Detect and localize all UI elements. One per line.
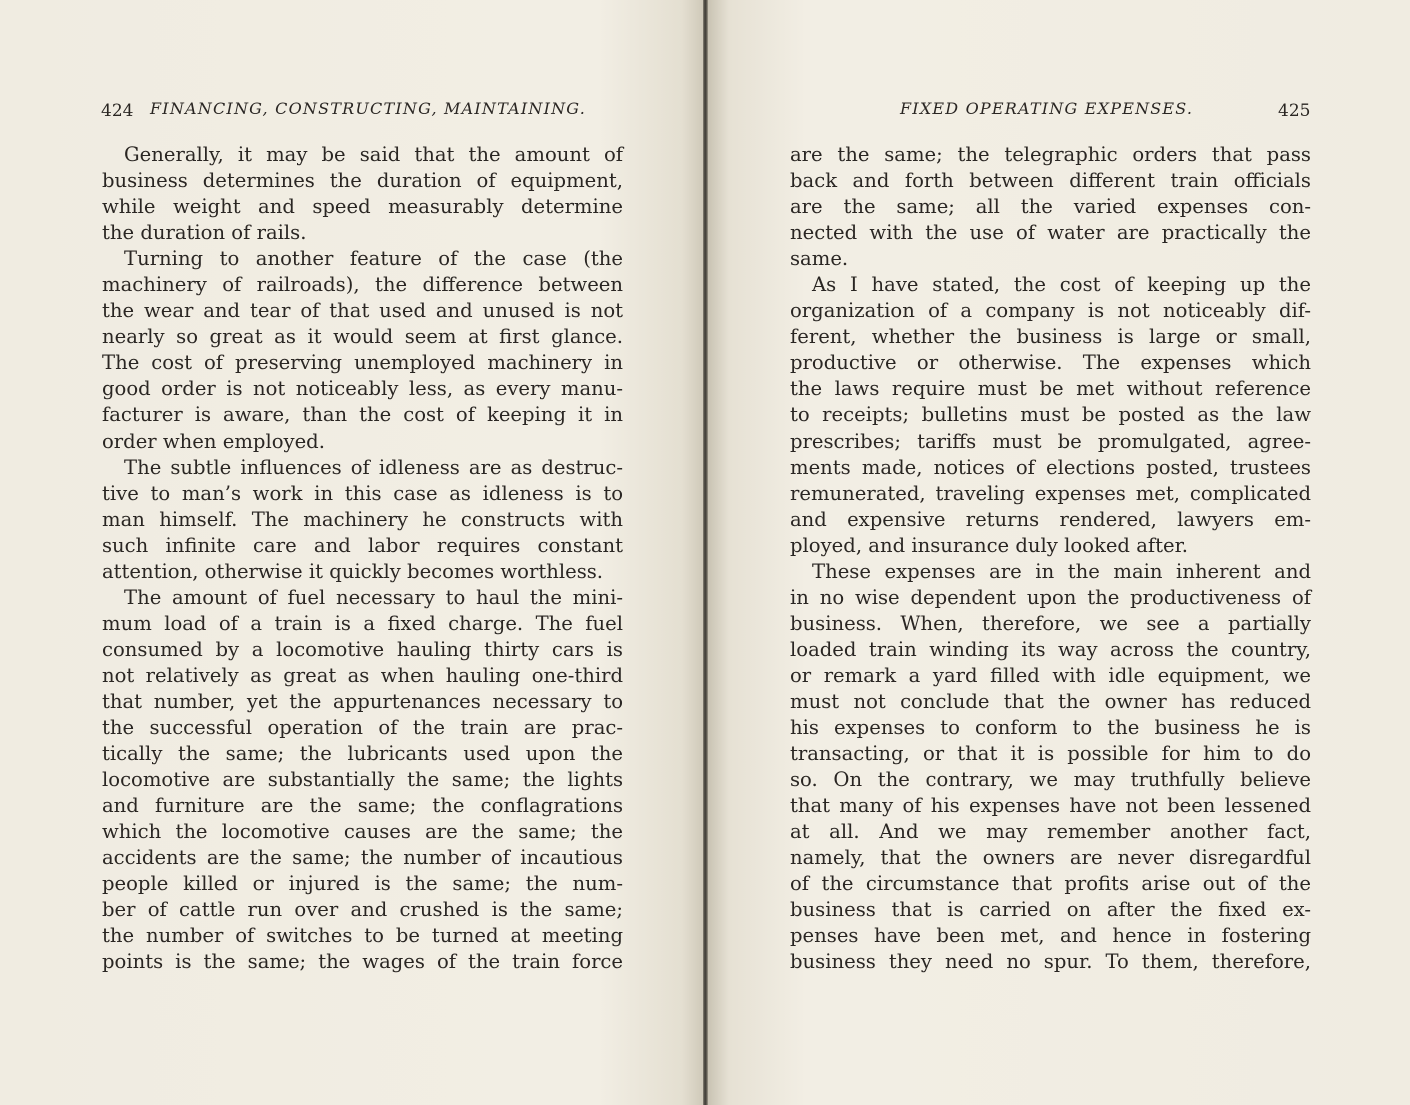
text-line: the laws require must be met without reference <box>790 377 1311 401</box>
text-line: business. When, therefore, we see a partially <box>790 611 1311 635</box>
text-line: must not conclude that the owner has reduced <box>790 689 1311 713</box>
text-line: consumed by a locomotive hauling thirty cars is <box>102 637 623 661</box>
text-line: tically the same; the lubricants used upon the <box>102 742 623 766</box>
text-line: ployed, and insurance duly looked after. <box>790 533 1189 557</box>
text-line: the successful operation of the train are prac- <box>102 716 623 740</box>
text-line: tive to man’s work in this case as idleness is to <box>102 481 623 505</box>
text-line: facturer is aware, than the cost of keeping it in <box>102 403 623 427</box>
body-text <box>102 142 623 976</box>
text-line: nected with the use of water are practically the <box>790 221 1311 245</box>
text-line: back and forth between different train officials <box>790 169 1311 193</box>
running-head <box>900 99 1193 118</box>
text-line: penses have been met, and hence in fostering <box>790 924 1311 948</box>
text-line: ments made, notices of elections posted, trustees <box>790 455 1311 479</box>
text-line: ferent, whether the business is large or small, <box>790 325 1311 349</box>
text-line: so. On the contrary, we may truthfully believe <box>790 768 1311 792</box>
text-line: or remark a yard filled with idle equipment, we <box>790 663 1311 687</box>
text-line: attention, otherwise it quickly becomes worthless. <box>102 559 604 583</box>
text-line: loaded train winding its way across the country, <box>790 637 1311 661</box>
text-line: man himself. The machinery he constructs with <box>102 507 623 531</box>
running-head <box>150 99 586 118</box>
text-line: are the same; the telegraphic orders that pass <box>790 143 1311 166</box>
text-line: the wear and tear of that used and unused is not <box>102 299 623 323</box>
text-line: mum load of a train is a fixed charge. The fuel <box>102 611 623 635</box>
page-number: 425 <box>1278 101 1311 121</box>
text-line: and expensive returns rendered, lawyers em- <box>790 507 1311 531</box>
text-line: ber of cattle run over and crushed is the same; <box>102 898 623 922</box>
text-line: and furniture are the same; the conflagrations <box>102 794 623 818</box>
text-line: The amount of fuel necessary to haul the mini- <box>124 585 623 609</box>
left-page <box>0 0 703 1105</box>
text-line: not relatively as great as when hauling one-third <box>102 663 623 687</box>
text-line: good order is not noticeably less, as every manu- <box>102 377 623 401</box>
text-line: As I have stated, the cost of keeping up the <box>812 273 1311 297</box>
text-line: in no wise dependent upon the productiveness of <box>790 585 1311 609</box>
text-line: that number, yet the appurtenances necessary to <box>102 689 623 713</box>
text-line: transacting, or that it is possible for him to do <box>790 742 1311 766</box>
text-line: The cost of preserving unemployed machinery in <box>102 351 623 375</box>
text-line: The subtle influences of idleness are as destruc- <box>124 455 623 479</box>
text-line: organization of a company is not noticeably dif- <box>790 299 1311 323</box>
text-line: people killed or injured is the same; the num- <box>102 872 623 896</box>
text-line: the number of switches to be turned at meeting <box>102 924 623 948</box>
text-line: nearly so great as it would seem at first glance. <box>102 325 623 349</box>
text-line: of the circumstance that profits arise out of the <box>790 872 1311 896</box>
text-line: same. <box>790 247 849 271</box>
text-line: accidents are the same; the number of incautious <box>102 846 623 870</box>
text-line: These expenses are in the main inherent and <box>812 559 1311 583</box>
text-line: Generally, it may be said that the amount of <box>124 143 623 166</box>
right-page <box>708 0 1410 1105</box>
page-number: 424 <box>101 101 134 121</box>
text-line: productive or otherwise. The expenses which <box>790 351 1311 375</box>
running-head-title: FINANCING, CONSTRUCTING, MAINTAINING. <box>150 99 587 118</box>
text-line: machinery of railroads), the difference between <box>102 273 623 297</box>
text-line: which the locomotive causes are the same; the <box>102 820 623 844</box>
text-line: points is the same; the wages of the train force <box>102 950 623 974</box>
text-line: are the same; all the varied expenses con- <box>790 195 1311 219</box>
text-line: business that is carried on after the fixed ex- <box>790 898 1311 922</box>
text-line: the duration of rails. <box>102 221 307 245</box>
text-line: locomotive are substantially the same; the lights <box>102 768 623 792</box>
text-line: that many of his expenses have not been lessened <box>790 794 1311 818</box>
text-line: prescribes; tariffs must be promulgated, agree- <box>790 429 1311 453</box>
text-line: at all. And we may remember another fact, <box>790 820 1311 844</box>
running-head-title: FIXED OPERATING EXPENSES. <box>900 99 1194 118</box>
body-text <box>790 142 1311 976</box>
text-line: such infinite care and labor requires constant <box>102 533 623 557</box>
text-line: remunerated, traveling expenses met, complicated <box>790 481 1311 505</box>
text-line: while weight and speed measurably determine <box>102 195 623 219</box>
text-line: order when employed. <box>102 429 325 453</box>
text-line: namely, that the owners are never disregardful <box>790 846 1311 870</box>
text-line: business they need no spur. To them, therefore, <box>790 950 1311 974</box>
text-line: to receipts; bulletins must be posted as the law <box>790 403 1311 427</box>
text-line: Turning to another feature of the case (the <box>124 247 623 271</box>
text-line: business determines the duration of equipment, <box>102 169 623 193</box>
text-line: his expenses to conform to the business he is <box>790 716 1311 740</box>
